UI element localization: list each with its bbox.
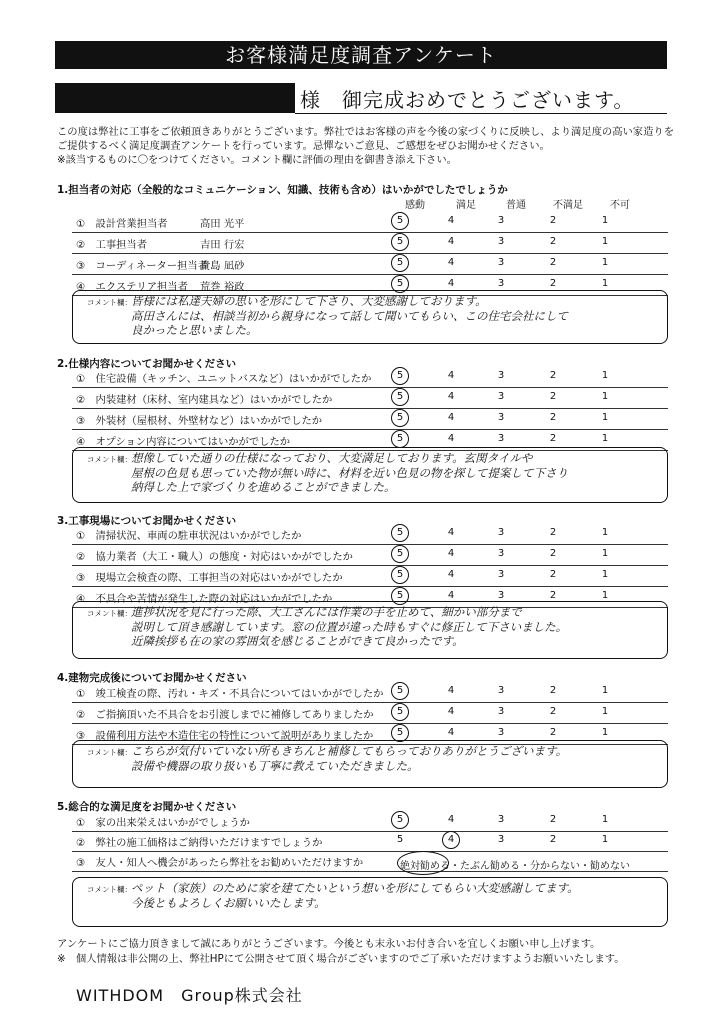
question-text: ① 家の出来栄えはいかがでしょうか xyxy=(76,817,250,829)
selected-score-circle xyxy=(391,811,409,829)
selected-score-circle xyxy=(391,409,409,427)
score-option-2[interactable]: 2 xyxy=(549,569,557,580)
selected-score-circle xyxy=(391,388,409,406)
header-fumanzoku: 不満足 xyxy=(553,200,583,211)
comment-label: コメント欄： xyxy=(87,748,132,757)
score-option-3[interactable]: 3 xyxy=(497,814,505,825)
score-option-4[interactable]: 4 xyxy=(447,412,455,423)
score-option-1[interactable]: 1 xyxy=(601,215,609,226)
score-option-1[interactable]: 1 xyxy=(601,370,609,381)
score-option-2[interactable]: 2 xyxy=(549,215,557,226)
section-3-comment-box xyxy=(72,601,668,659)
survey-title: お客様満足度調査アンケート xyxy=(55,41,667,69)
score-option-2[interactable]: 2 xyxy=(549,391,557,402)
question-row xyxy=(72,704,668,724)
greeting-underline xyxy=(295,113,667,114)
score-option-5[interactable]: 5 xyxy=(396,590,404,601)
comment-label: コメント欄： xyxy=(87,885,132,894)
question-text: ① 竣工検査の際、汚れ・キズ・不具合についてはいかがでしたか xyxy=(76,688,384,700)
score-option-5[interactable]: 5 xyxy=(396,527,404,538)
header-kando: 感動 xyxy=(405,200,425,211)
score-option-5[interactable]: 5 xyxy=(396,569,404,580)
score-option-4[interactable]: 4 xyxy=(447,727,455,738)
question-text: ④ 不具合や苦情が発生した際の対応はいかがでしたか xyxy=(76,593,333,605)
score-option-1[interactable]: 1 xyxy=(601,527,609,538)
intro-line-2: ご提供するべく満足度調査アンケートを行っています。忌憚ないご意見、ご感想をぜひお聞かせください。 xyxy=(57,140,550,152)
score-option-3[interactable]: 3 xyxy=(497,706,505,717)
score-option-1[interactable]: 1 xyxy=(601,236,609,247)
selected-score-circle xyxy=(442,831,460,849)
score-option-3[interactable]: 3 xyxy=(497,215,505,226)
score-option-2[interactable]: 2 xyxy=(549,814,557,825)
score-option-1[interactable]: 1 xyxy=(601,433,609,444)
section-4-title: 4.建物完成後についてお聞かせください xyxy=(57,672,247,684)
score-option-4[interactable]: 4 xyxy=(447,834,455,845)
section-3-title: 3.工事現場についてお聞かせください xyxy=(57,515,237,527)
score-option-5[interactable]: 5 xyxy=(396,412,404,423)
score-option-3[interactable]: 3 xyxy=(497,391,505,402)
score-option-2[interactable]: 2 xyxy=(549,590,557,601)
score-option-5[interactable]: 5 xyxy=(396,685,404,696)
question-row xyxy=(72,368,668,388)
score-option-1[interactable]: 1 xyxy=(601,727,609,738)
score-option-4[interactable]: 4 xyxy=(447,215,455,226)
score-option-1[interactable]: 1 xyxy=(601,685,609,696)
section-5-title: 5.総合的な満足度をお聞かせください xyxy=(57,801,237,813)
footer-thanks: アンケートにご協力頂きまして誠にありがとうございます。今後とも末永いお付き合いを宜しくお願い申し上げます。 xyxy=(57,938,601,950)
score-option-4[interactable]: 4 xyxy=(447,548,455,559)
score-option-4[interactable]: 4 xyxy=(447,278,455,289)
score-option-2[interactable]: 2 xyxy=(549,370,557,381)
greeting-text: 様 御完成おめでとうございます。 xyxy=(300,88,635,112)
question-text: ④ オプション内容についてはいかがでしたか xyxy=(76,436,291,448)
question-text: ③ 設備利用方法や木造住宅の特性について説明がありましたか xyxy=(76,730,374,742)
selected-score-circle xyxy=(391,566,409,584)
question-text: ③ 現場立会検査の際、工事担当の対応はいかがでしたか xyxy=(76,572,343,584)
section-5-comment: ペット（家族）のために家を建てたいという想いを形にしてもらい大変感謝してます。 今後ともよろしくお願いいたします。 xyxy=(131,881,579,910)
question-row xyxy=(72,389,668,409)
question-row xyxy=(72,525,668,545)
section-1-title: 1.担当者の対応（全般的なコミュニケーション、知識、技術も含め）はいかがでしたでしょうか xyxy=(57,184,508,196)
score-option-3[interactable]: 3 xyxy=(497,569,505,580)
header-manzoku: 満足 xyxy=(456,200,476,211)
score-option-5[interactable]: 5 xyxy=(396,257,404,268)
question-row xyxy=(72,567,668,587)
score-option-3[interactable]: 3 xyxy=(497,685,505,696)
score-option-1[interactable]: 1 xyxy=(601,391,609,402)
score-option-4[interactable]: 4 xyxy=(447,706,455,717)
staff-name: 貴島 凪砂 xyxy=(200,260,245,272)
selected-score-circle xyxy=(391,212,409,230)
intro-line-3: ※該当するものに〇をつけてください。コメント欄に評価の理由を御書き添え下さい。 xyxy=(57,154,457,166)
score-option-1[interactable]: 1 xyxy=(601,278,609,289)
score-option-5[interactable]: 5 xyxy=(396,391,404,402)
score-option-2[interactable]: 2 xyxy=(549,527,557,538)
question-text: ① 住宅設備（キッチン、ユニットバスなど）はいかがでしたか xyxy=(76,373,372,385)
selected-score-circle xyxy=(391,367,409,385)
section-2-comment: 想像していた通りの仕様になっており、大変満足しております。玄関タイルや 屋根の色見も思っていた物が無い時に、材料を近い色見の物を探して提案して下さり 納得した上で家づくりを進めることができました。 xyxy=(131,451,568,494)
section-4-comment: こちらが気付いていない所もきちんと補修してもらっておりありがとうございます。 設備や機器の取り扱いも丁寧に教えていただきました。 xyxy=(131,744,568,773)
comment-label: コメント欄： xyxy=(87,609,132,618)
question-row xyxy=(72,255,668,275)
score-option-1[interactable]: 1 xyxy=(601,814,609,825)
question-text: ③ コーディネーター担当者 xyxy=(76,260,208,272)
score-option-4[interactable]: 4 xyxy=(447,814,455,825)
selected-score-circle xyxy=(391,545,409,563)
score-option-3[interactable]: 3 xyxy=(497,527,505,538)
question-row xyxy=(72,213,668,233)
score-option-5[interactable]: 5 xyxy=(396,236,404,247)
score-option-4[interactable]: 4 xyxy=(447,391,455,402)
score-option-1[interactable]: 1 xyxy=(601,257,609,268)
question-text: ③ 外装材（屋根材、外壁材など）はいかがでしたか xyxy=(76,415,323,427)
section-1-comment: 皆様には私達夫婦の思いを形にして下さり、大変感謝しております。 高田さんには、相談当初から親身になって話して聞いてもらい、この住宅会社にして 良かったと思いました。 xyxy=(131,294,568,337)
score-option-5[interactable]: 5 xyxy=(396,370,404,381)
score-option-4[interactable]: 4 xyxy=(447,590,455,601)
score-option-4[interactable]: 4 xyxy=(447,433,455,444)
score-option-2[interactable]: 2 xyxy=(549,727,557,738)
staff-name: 荒巻 裕政 xyxy=(200,281,245,293)
recommend-options: 絶対勧める・たぶん勧める・分からない・勧めない xyxy=(400,861,630,872)
score-option-1[interactable]: 1 xyxy=(601,834,609,845)
score-option-3[interactable]: 3 xyxy=(497,370,505,381)
question-row xyxy=(72,410,668,430)
score-option-5[interactable]: 5 xyxy=(396,433,404,444)
selected-score-circle xyxy=(391,703,409,721)
score-option-3[interactable]: 3 xyxy=(497,590,505,601)
header-fuka: 不可 xyxy=(610,200,630,211)
score-option-1[interactable]: 1 xyxy=(601,569,609,580)
selected-score-circle xyxy=(391,430,409,448)
score-option-3[interactable]: 3 xyxy=(497,278,505,289)
question-row xyxy=(72,832,668,852)
selected-score-circle xyxy=(391,254,409,272)
company-name: WITHDOM Group株式会社 xyxy=(76,986,303,1005)
section-1-comment-box xyxy=(72,290,668,344)
score-option-2[interactable]: 2 xyxy=(549,412,557,423)
score-option-2[interactable]: 2 xyxy=(549,706,557,717)
footer-privacy-note: ※ 個人情報は非公開の上、弊社HPにて公開させて頂く場合がございますのでご了承いただけますようお願いいたします。 xyxy=(57,953,625,965)
score-option-2[interactable]: 2 xyxy=(549,278,557,289)
score-option-3[interactable]: 3 xyxy=(497,834,505,845)
question-text: ① 清掃状況、車両の駐車状況はいかがでしたか xyxy=(76,530,302,542)
section-3-comment: 進捗状況を見に行った際、大工さんには作業の手を止めて、細かい部分まで 説明して頂き感謝しています。窓の位置が違った時もすぐに修正して下さいました。 近隣挨拶も在の家の雰囲気を感じることができて良かったです。 xyxy=(131,605,568,648)
score-option-5[interactable]: 5 xyxy=(396,814,404,825)
score-option-4[interactable]: 4 xyxy=(447,236,455,247)
score-option-4[interactable]: 4 xyxy=(447,370,455,381)
question-row xyxy=(72,812,668,832)
score-option-3[interactable]: 3 xyxy=(497,236,505,247)
question-row xyxy=(72,683,668,703)
question-text: ② 協力業者（大工・職人）の態度・対応はいかがでしたか xyxy=(76,551,353,563)
question-text: ② 内装建材（床材、室内建具など）はいかがでしたか xyxy=(76,394,333,406)
score-option-3[interactable]: 3 xyxy=(497,433,505,444)
selected-score-circle xyxy=(391,524,409,542)
question-row xyxy=(72,234,668,254)
selected-score-circle xyxy=(391,682,409,700)
question-text: ① 設計営業担当者 xyxy=(76,218,168,230)
question-text: ② 弊社の施工価格はご納得いただけますでしょうか xyxy=(76,837,323,849)
intro-line-1: この度は弊社に工事をご依頼頂きありがとうございます。弊社ではお客様の声を今後の家づくりに反映し、より満足度の高い家造りを xyxy=(57,126,674,138)
score-option-2[interactable]: 2 xyxy=(549,834,557,845)
question-text: ② ご指摘頂いた不具合をお引渡しまでに補修してありましたか xyxy=(76,709,374,721)
score-option-3[interactable]: 3 xyxy=(497,412,505,423)
score-option-2[interactable]: 2 xyxy=(549,685,557,696)
staff-name: 吉田 行宏 xyxy=(200,239,245,251)
score-option-1[interactable]: 1 xyxy=(601,590,609,601)
score-option-5[interactable]: 5 xyxy=(396,548,404,559)
score-option-5[interactable]: 5 xyxy=(396,215,404,226)
staff-name: 高田 光平 xyxy=(200,218,245,230)
score-option-1[interactable]: 1 xyxy=(601,412,609,423)
section-2-title: 2.仕様内容についてお聞かせください xyxy=(57,358,237,370)
header-futsu: 普通 xyxy=(506,200,526,211)
selected-score-circle xyxy=(391,233,409,251)
score-option-5[interactable]: 5 xyxy=(396,727,404,738)
recommend-question: ③ 友人・知人へ機会があったら弊社をお勧めいただけますか xyxy=(76,857,364,869)
comment-label: コメント欄： xyxy=(87,298,132,307)
section-4-comment-box xyxy=(72,740,668,788)
score-option-3[interactable]: 3 xyxy=(497,727,505,738)
score-option-4[interactable]: 4 xyxy=(447,569,455,580)
question-text: ④ エクステリア担当者 xyxy=(76,281,188,293)
score-option-5[interactable]: 5 xyxy=(396,278,404,289)
score-option-2[interactable]: 2 xyxy=(549,548,557,559)
score-option-4[interactable]: 4 xyxy=(447,257,455,268)
comment-label: コメント欄： xyxy=(87,455,132,464)
score-option-2[interactable]: 2 xyxy=(549,257,557,268)
score-option-5[interactable]: 5 xyxy=(396,706,404,717)
score-option-3[interactable]: 3 xyxy=(497,548,505,559)
score-option-1[interactable]: 1 xyxy=(601,548,609,559)
score-option-4[interactable]: 4 xyxy=(447,527,455,538)
question-row xyxy=(72,546,668,566)
section-2-comment-box xyxy=(72,447,668,503)
score-option-5[interactable]: 5 xyxy=(396,834,404,845)
score-option-1[interactable]: 1 xyxy=(601,706,609,717)
score-option-4[interactable]: 4 xyxy=(447,685,455,696)
question-text: ② 工事担当者 xyxy=(76,239,148,251)
score-option-3[interactable]: 3 xyxy=(497,257,505,268)
redacted-customer-name xyxy=(55,83,295,113)
section-5-comment-box xyxy=(72,877,668,927)
score-option-2[interactable]: 2 xyxy=(549,236,557,247)
score-option-2[interactable]: 2 xyxy=(549,433,557,444)
